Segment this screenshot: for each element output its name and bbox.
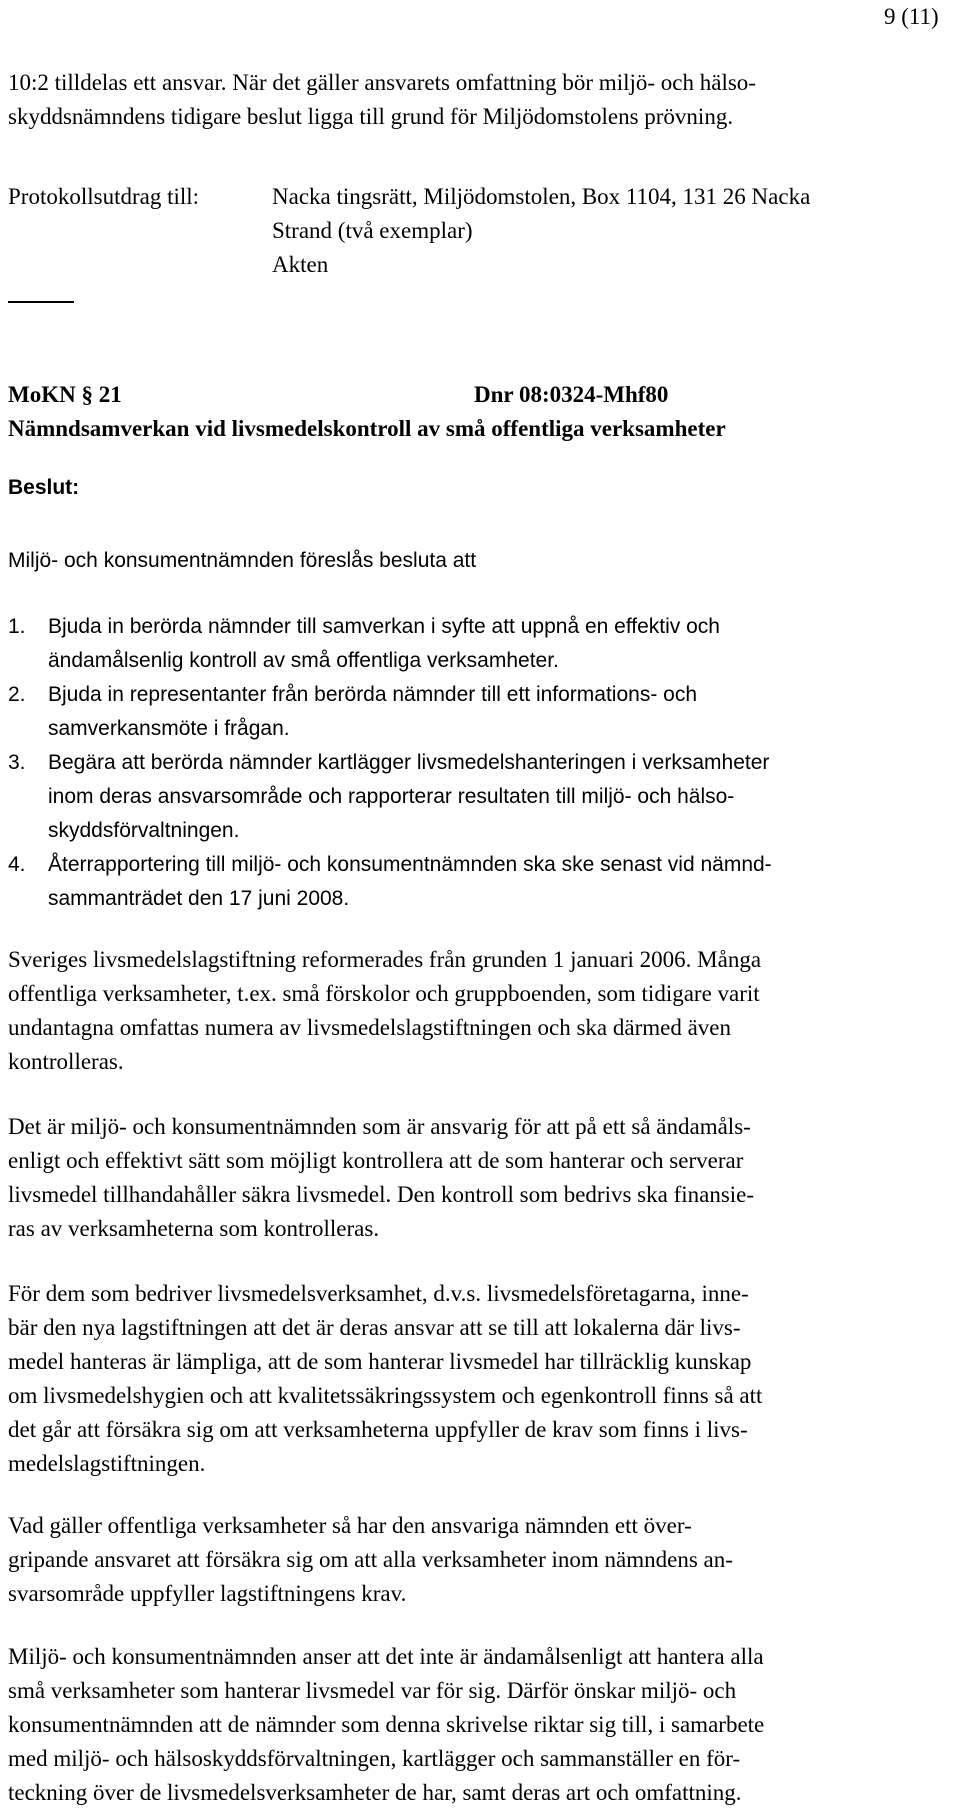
paragraph-line: Sveriges livsmedelslagstiftning reformerades från grunden 1 januari 2006. Många [8,947,762,972]
protocol-line: Strand (två exemplar) [272,218,473,243]
intro-line: 10:2 tilldelas ett ansvar. När det gäller ansvarets omfattning bör miljö- och hälso- [8,70,756,95]
item-line: skyddsförvaltningen. [48,819,240,842]
separator-line [8,301,74,303]
paragraph-line: gripande ansvaret att försäkra sig om att alla verksamheter inom nämndens an- [8,1547,733,1572]
decision-heading: Beslut: [8,476,80,499]
section-title: Nämndsamverkan vid livsmedelskontroll av små offentliga verksamheter [8,416,726,441]
item-line: Bjuda in representanter från berörda nämnder till ett informations- och [48,683,698,706]
protocol-line: Akten [272,252,329,277]
section-id: MoKN § 21 [8,382,122,407]
decision-item-3 [8,746,948,848]
item-line: sammanträdet den 17 juni 2008. [48,887,350,910]
protocol-line: Nacka tingsrätt, Miljödomstolen, Box 1104, 131 26 Nacka [272,184,811,209]
body-paragraph-3 [8,1277,762,1481]
body-paragraph-1 [8,943,761,1079]
paragraph-line: bär den nya lagstiftningen att det är deras ansvar att se till att lokalerna där livs- [8,1315,741,1340]
intro-paragraph [8,66,756,134]
decision-item-4 [8,848,948,916]
paragraph-line: svarsområde uppfyller lagstiftningens krav. [8,1581,407,1606]
page-number: 9 (11) [884,4,939,29]
paragraph-line: om livsmedelshygien och att kvalitetssäkringssystem och egenkontroll finns så att [8,1383,763,1408]
paragraph-line: Det är miljö- och konsumentnämnden som är ansvarig för att på ett så ändamåls- [8,1114,751,1139]
paragraph-line: offentliga verksamheter, t.ex. små förskolor och gruppboenden, som tidigare varit [8,981,760,1006]
item-number: 4. [8,853,26,876]
item-line: Bjuda in berörda nämnder till samverkan i syfte att uppnå en effektiv och [48,615,720,638]
body-paragraph-2 [8,1110,754,1246]
paragraph-line: medel hanteras är lämpliga, att de som hanterar livsmedel har tillräcklig kunskap [8,1349,752,1374]
body-paragraph-5 [8,1640,764,1810]
paragraph-line: livsmedel tillhandahåller säkra livsmedel. Den kontroll som bedrivs ska finansie- [8,1182,755,1207]
paragraph-line: ras av verksamheterna som kontrolleras. [8,1216,380,1241]
paragraph-line: kontrolleras. [8,1049,124,1074]
paragraph-line: Vad gäller offentliga verksamheter så har den ansvariga nämnden ett över- [8,1513,692,1538]
item-number: 3. [8,751,26,774]
paragraph-line: enligt och effektivt sätt som möjligt kontrollera att de som hanterar och serverar [8,1148,744,1173]
paragraph-line: undantagna omfattas numera av livsmedelslagstiftningen och ska därmed även [8,1015,731,1040]
paragraph-line: konsumentnämnden att de nämnder som denna skrivelse riktar sig till, i samarbete [8,1712,765,1737]
paragraph-line: med miljö- och hälsoskyddsförvaltningen, kartlägger och sammanställer en för- [8,1746,741,1771]
item-line: samverkansmöte i frågan. [48,717,290,740]
item-number: 2. [8,683,26,706]
item-line: ändamålsenlig kontroll av små offentliga verksamheter. [48,649,559,672]
paragraph-line: För dem som bedriver livsmedelsverksamhet, d.v.s. livsmedelsföretagarna, inne- [8,1281,749,1306]
item-number: 1. [8,615,26,638]
decision-item-2 [8,678,948,746]
protocol-label: Protokollsutdrag till: [8,184,200,209]
item-line: Återrapportering till miljö- och konsumentnämnden ska ske senast vid nämnd- [48,853,772,876]
section-dnr: Dnr 08:0324-Mhf80 [474,382,669,407]
protocol-recipients [272,180,810,282]
paragraph-line: Miljö- och konsumentnämnden anser att det inte är ändamålsenligt att hantera alla [8,1644,764,1669]
paragraph-line: små verksamheter som hanterar livsmedel var för sig. Därför önskar miljö- och [8,1678,737,1703]
item-line: Begära att berörda nämnder kartlägger livsmedelshanteringen i verksamheter [48,751,770,774]
item-line: inom deras ansvarsområde och rapporterar resultaten till miljö- och hälso- [48,785,735,808]
body-paragraph-4 [8,1509,733,1611]
paragraph-line: medelslagstiftningen. [8,1451,206,1476]
paragraph-line: teckning över de livsmedelsverksamheter de har, samt deras art och omfattning. [8,1780,742,1805]
decision-item-1 [8,610,948,678]
decision-lead: Miljö- och konsumentnämnden föreslås besluta att [8,549,477,572]
intro-line: skyddsnämndens tidigare beslut ligga till grund för Miljödomstolens prövning. [8,104,734,129]
paragraph-line: det går att försäkra sig om att verksamheterna uppfyller de krav som finns i livs- [8,1417,748,1442]
